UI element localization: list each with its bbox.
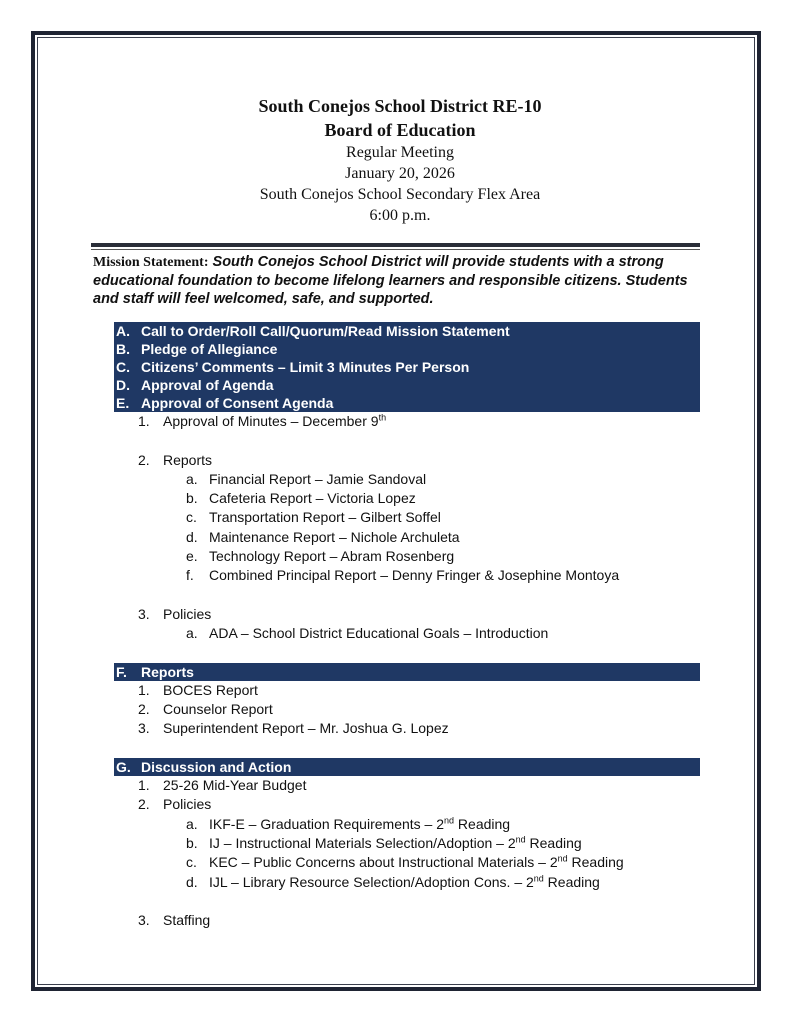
text: 3. <box>138 720 150 737</box>
text: Approval of Consent Agenda <box>141 395 334 411</box>
spacer <box>114 431 700 450</box>
text: 25-26 Mid-Year Budget <box>163 777 307 794</box>
sub-item <box>114 566 700 585</box>
sub-item <box>114 470 700 489</box>
text: KEC – Public Concerns about Instructional Materials – 2 <box>209 854 558 871</box>
section-bar-f <box>114 663 700 681</box>
text: BOCES Report <box>163 681 258 698</box>
list-item <box>114 776 700 795</box>
text: a. <box>186 470 198 487</box>
sub-item <box>114 489 700 508</box>
text: Policies <box>163 796 212 813</box>
text: Combined Principal Report – Denny Fringer & Josephine Montoya <box>209 567 620 584</box>
text: Reading <box>543 873 600 890</box>
text: Financial Report – Jamie Sandoval <box>209 470 427 487</box>
section-d <box>114 376 700 394</box>
text: Reports <box>163 451 213 468</box>
text: Policies <box>163 605 212 622</box>
text: Call to Order/Roll Call/Quorum/Read Mission Statement <box>141 323 510 339</box>
spacer <box>114 739 700 758</box>
list-item <box>114 795 700 814</box>
text: Approval of Minutes – December 9 <box>163 413 379 429</box>
meeting-location: South Conejos School Secondary Flex Area <box>259 186 541 203</box>
list-item <box>114 911 700 930</box>
text: 2. <box>138 701 150 718</box>
text: nd <box>533 872 544 883</box>
spacer <box>114 586 700 605</box>
list-item <box>114 605 700 624</box>
list-item <box>114 719 700 738</box>
sub-item <box>114 508 700 527</box>
text: Reading <box>454 815 511 832</box>
text: 1. <box>138 681 150 698</box>
mission-text: South Conejos School District will provide students with a strong educational foundation to become lifelong learners and responsible citizens. Students and staff will feel welcomed, safe, and supported. <box>93 254 688 307</box>
text: B. <box>116 341 130 357</box>
meeting-time: 6:00 p.m. <box>369 207 431 224</box>
section-e <box>114 394 700 412</box>
text: 3. <box>138 912 150 929</box>
sub-item <box>114 873 700 892</box>
text: F. <box>116 663 127 680</box>
text: a. <box>186 815 198 832</box>
spacer <box>114 644 700 663</box>
text: nd <box>557 853 568 864</box>
text: 1. <box>138 413 150 429</box>
text: d. <box>186 873 198 890</box>
board-name: Board of Education <box>324 120 476 140</box>
text: nd <box>444 814 455 825</box>
text: D. <box>116 377 130 393</box>
text: Reading <box>525 834 582 851</box>
text: 2. <box>138 451 150 468</box>
section-g <box>114 758 700 776</box>
text: C. <box>116 359 130 375</box>
list-item <box>114 700 700 719</box>
text: IJL – Library Resource Selection/Adoption Cons. – 2 <box>209 873 534 890</box>
meeting-type: Regular Meeting <box>346 144 454 161</box>
text: d. <box>186 528 198 545</box>
section-a <box>114 322 700 340</box>
sub-item <box>114 853 700 872</box>
text: Staffing <box>163 912 211 929</box>
spacer <box>114 892 700 911</box>
district-name: South Conejos School District RE-10 <box>258 96 542 116</box>
text: 2. <box>138 796 150 813</box>
text: Reports <box>141 663 194 680</box>
mission-statement <box>93 253 693 308</box>
section-f <box>114 663 700 681</box>
text: Counselor Report <box>163 701 273 718</box>
divider-thin <box>91 249 700 250</box>
text: f. <box>186 567 194 584</box>
sub-item <box>114 815 700 834</box>
list-item <box>114 412 700 431</box>
sub-item <box>114 528 700 547</box>
text: IJ – Instructional Materials Selection/Adoption – 2 <box>209 834 516 851</box>
text: b. <box>186 490 198 507</box>
sub-item <box>114 834 700 853</box>
divider-thick <box>91 243 700 247</box>
text: e. <box>186 548 198 565</box>
text: Citizens’ Comments – Limit 3 Minutes Per Person <box>141 359 470 375</box>
text: c. <box>186 509 197 526</box>
text: E. <box>116 395 130 411</box>
meeting-date: January 20, 2026 <box>345 165 455 182</box>
text: G. <box>116 759 131 776</box>
sub-item <box>114 547 700 566</box>
text: a. <box>186 625 198 642</box>
text: IKF-E – Graduation Requirements – 2 <box>209 815 445 832</box>
text: Transportation Report – Gilbert Soffel <box>209 509 441 526</box>
agenda-list <box>114 322 700 930</box>
text: Reading <box>567 854 624 871</box>
text: Technology Report – Abram Rosenberg <box>209 548 455 565</box>
text: ADA – School District Educational Goals – Introduction <box>209 625 549 642</box>
section-b <box>114 340 700 358</box>
section-c <box>114 358 700 376</box>
agenda-header <box>0 94 791 226</box>
text: 1. <box>138 777 150 794</box>
text: 3. <box>138 605 150 622</box>
section-bar-a-e <box>114 322 700 412</box>
section-bar-g <box>114 758 700 776</box>
text: Pledge of Allegiance <box>141 341 278 357</box>
list-item <box>114 681 700 700</box>
mission-label: Mission Statement: <box>93 255 209 270</box>
text: Maintenance Report – Nichole Archuleta <box>209 528 460 545</box>
text: b. <box>186 834 198 851</box>
sub-item <box>114 624 700 643</box>
text: c. <box>186 854 197 871</box>
text: Superintendent Report – Mr. Joshua G. Lopez <box>163 720 449 737</box>
text: nd <box>515 834 526 845</box>
text: Cafeteria Report – Victoria Lopez <box>209 490 416 507</box>
list-item <box>114 451 700 470</box>
text: Discussion and Action <box>141 759 292 776</box>
text: A. <box>116 323 130 339</box>
text: Approval of Agenda <box>141 377 274 393</box>
text: th <box>378 412 387 423</box>
